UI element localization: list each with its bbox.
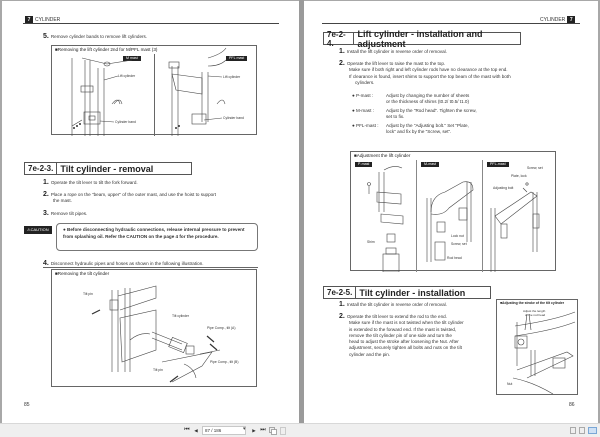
page-icon <box>280 427 287 435</box>
page-85 <box>2 1 299 423</box>
label-lift-cylinder: Lift cylinder <box>118 74 136 78</box>
figure-caption: ■Adjustment the lift cylinder <box>354 153 411 158</box>
tag-m-mast: M-mast <box>421 162 439 167</box>
page-number-input[interactable]: 87 / 186 <box>202 426 246 435</box>
label-plate-lock: Plate, lock <box>511 174 527 178</box>
tag-pfl-mast: PFL mast <box>226 56 247 61</box>
label-cylinder-band: Cylinder band <box>115 120 136 124</box>
step-5: 5. Remove cylinder bands to remove lift cylinders. <box>43 33 148 40</box>
mast-note-m: ● M-mast : Adjust by the "Rod head". Tighten the screw, set to fix. <box>352 108 477 120</box>
chapter-title: CYLINDER <box>540 16 566 23</box>
step-3: 3. Remove tilt pipes. <box>43 210 88 217</box>
step-2: 2. Operate the tilt lever to extend the rod to the end. Make sure if the mast is not twisted when the tilt cylinder is extended to the forward end. If the mast is twisted, remove the tilt cylinder pin of one side and turn the head to adjust the stroke after loosening the Nut. After adjustment, securely tighten all bolts and nuts on the tilt cylinder and the pin. <box>339 313 464 357</box>
chapter-title: CYLINDER <box>35 16 61 23</box>
section-title-7e-2-4: 7e-2-4. Lift cylinder - installation and adjustment <box>323 32 521 45</box>
figure-caption: ■Removing the lift cylinder 2nd for M/PFL mast (3) <box>55 47 158 52</box>
header-rule <box>322 23 580 24</box>
single-page-view-button[interactable] <box>570 427 576 434</box>
tag-p-mast: P-mast <box>355 162 372 167</box>
page-dropdown-icon[interactable]: ▾ <box>243 426 246 432</box>
step-1: 1. Install the lift cylinder in reverse order of removal. <box>339 48 447 55</box>
header-rule <box>23 23 279 24</box>
label-tilt-cylinder: Tilt cylinder <box>172 314 190 318</box>
mast-note-p: ● P-mast : Adjust by changing the number of sheets or the thickness of shims (t0.2/ t0.5/ t1.0) <box>352 93 470 105</box>
next-page-icon: ▶ <box>252 427 256 433</box>
figure-caption: ■Adjusting the stroke of the tilt cylinder <box>500 301 565 305</box>
step-2: 2. Operate the lift lever to raise the mast to the top. Make sure if both right and left cylinder rods have no clearance at the top end. If clearance is found, insert shims to support the top beam of the mast with both cylinders. <box>339 60 511 85</box>
mast-note-pfl: ● PFL-mast : Adjust by the "Adjusting bolt." Set "Plate, lock" and fix by the "Screw, set". <box>352 123 469 135</box>
label-nut: Nut <box>507 382 513 386</box>
label-tilt-pin: Tilt pin <box>83 292 93 296</box>
step-2: 2. Place a rope on the "beam, upper" of the outer mast, and use the hoist to support the mast. <box>43 191 217 204</box>
step-1: 1. Operate the tilt lever to tilt the fork forward. <box>43 179 138 186</box>
figure-remove-tilt-cylinder <box>51 269 257 387</box>
step-1: 1. Install the tilt cylinder in reverse order of removal. <box>339 301 447 308</box>
caution-box: ● Before disconnecting hydraulic connections, release internal pressure to prevent from splashing oil. Refer the CAUTION on the page 4 for the procedure. <box>56 223 258 251</box>
chapter-chip: 7 <box>25 16 33 23</box>
figure-adjust-lift-cylinder <box>350 151 556 271</box>
previous-page-icon: ◀ <box>194 427 198 433</box>
last-page-button[interactable] <box>259 426 267 435</box>
label-adjust-length: of the rod head <box>525 313 546 317</box>
label-tilt-pin: Tilt pin <box>153 368 163 372</box>
previous-page-button[interactable] <box>192 426 200 435</box>
label-pipe-comp-b: Pipe Comp., tilt (B) <box>210 360 239 364</box>
two-page-view-button[interactable] <box>588 427 597 434</box>
label-lift-cylinder: Lift cylinder <box>223 75 241 79</box>
lift-adjust-illustration <box>351 152 557 272</box>
section-title-7e-2-5: 7e-2-5. Tilt cylinder - installation <box>323 286 491 299</box>
copy-page-button[interactable] <box>268 426 277 435</box>
lift-cylinder-illustration <box>52 46 258 136</box>
page-number: 86 <box>569 402 575 408</box>
section-title-7e-2-3: 7e-2-3. Tilt cylinder - removal <box>24 162 192 175</box>
first-page-icon: ⏮ <box>184 427 190 433</box>
last-page-icon: ⏭ <box>260 427 266 433</box>
label-shim: Shim <box>367 240 375 244</box>
figure-remove-lift-cylinder <box>51 45 257 135</box>
label-pipe-comp-a: Pipe Comp., tilt (A) <box>207 326 236 330</box>
label-screw-set: Screw, set <box>527 166 543 170</box>
caution-badge: ⚠CAUTION <box>24 226 52 234</box>
figure-adjust-tilt-stroke <box>496 299 578 395</box>
tag-pfl-mast: PFL-mast <box>487 162 509 167</box>
first-page-button[interactable] <box>183 426 191 435</box>
label-lock-nut: Lock nut <box>451 234 464 238</box>
navigation-toolbar <box>0 423 600 437</box>
step-4: 4. Disconnect hydraulic pipes and hoses as shown in the following illustration. <box>43 261 258 268</box>
page-button[interactable] <box>279 426 287 435</box>
label-adjusting-bolt: Adjusting bolt <box>493 186 514 190</box>
page-number: 85 <box>24 402 30 408</box>
copy-icon <box>269 427 277 435</box>
label-cylinder-band: Cylinder band <box>223 116 244 120</box>
continuous-view-button[interactable] <box>579 427 585 434</box>
figure-caption: ■Removing the tilt cylinder <box>55 271 110 276</box>
label-adjust-length: Adjust the length <box>523 309 546 313</box>
label-screw-set: Screw, set <box>451 242 467 246</box>
page-86 <box>304 1 598 423</box>
next-page-button[interactable] <box>250 426 258 435</box>
label-rod-head: Rod head <box>447 256 462 260</box>
tag-m-mast: M mast <box>123 56 141 61</box>
chapter-chip: 7 <box>567 16 575 23</box>
